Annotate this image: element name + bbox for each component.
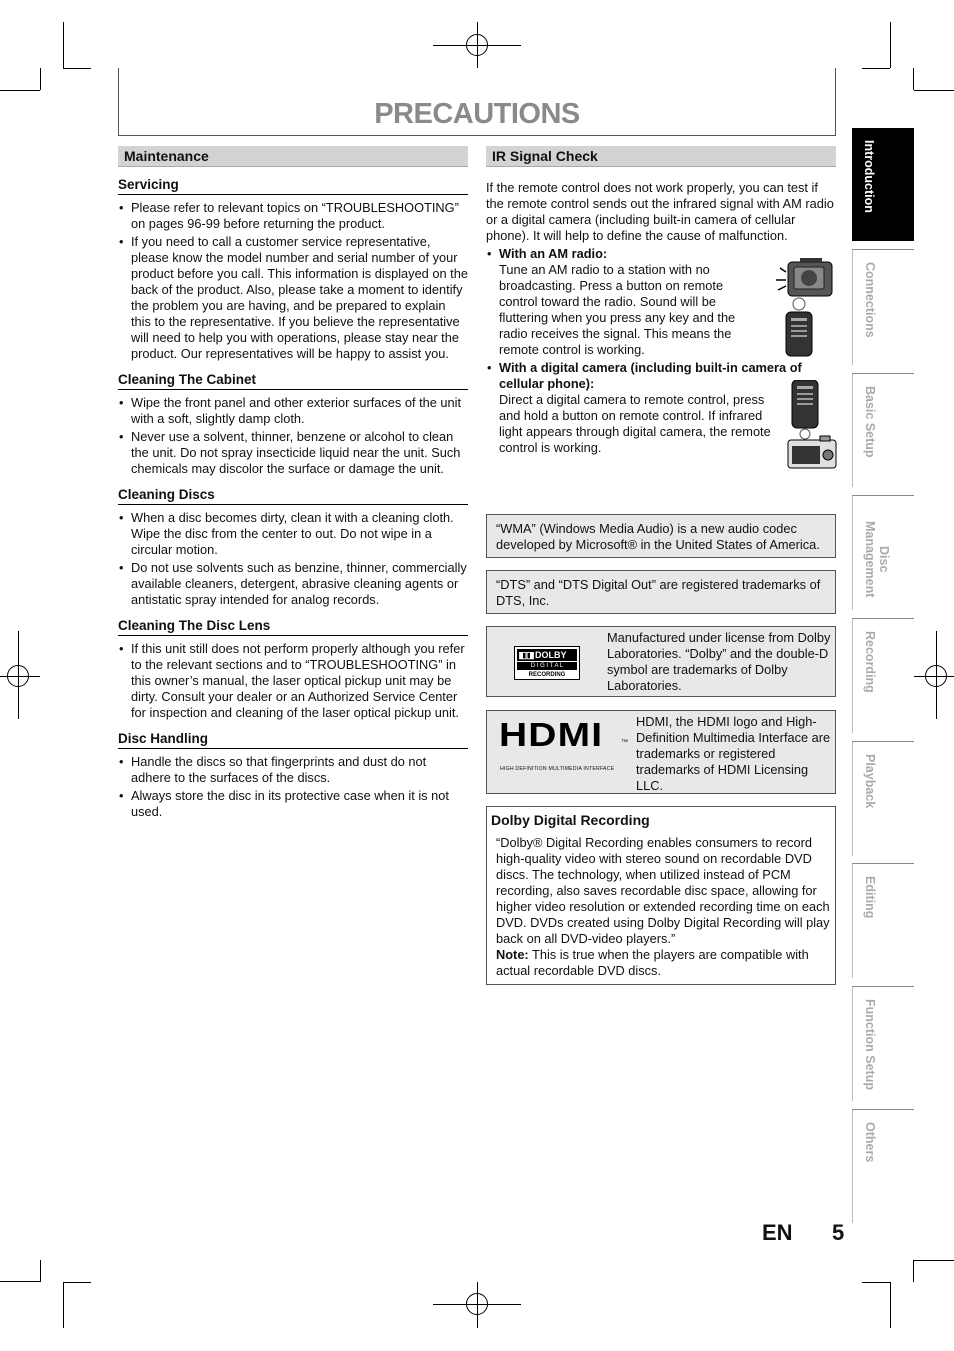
crop-mark [0, 90, 40, 91]
crop-mark [40, 1260, 41, 1282]
hdmi-logo [499, 716, 629, 772]
tab-label: Disc Management [863, 520, 891, 598]
crop-mark [63, 22, 64, 68]
ddr-title: Dolby Digital Recording [491, 812, 650, 828]
subsection-title: Cleaning The Disc Lens [118, 618, 468, 636]
tab-label: Others [863, 1122, 877, 1163]
hdmi-note: HDMI, the HDMI logo and High-Definition Multimedia Interface are trademarks or registered trademarks of HDMI Licensing LLC. [636, 714, 831, 793]
maintenance-heading: Maintenance [118, 146, 468, 167]
tab-label: Recording [863, 631, 877, 693]
crop-mark [913, 68, 914, 90]
crop-mark [890, 22, 891, 68]
maintenance-sections [118, 177, 468, 820]
list-item: • If this unit still does not perform properly although you refer to the relevant sections and to “TROUBLESHOOTING” in this owner’s manual, the laser optical pickup unit may be dirty. Consult your dealer or an Authorized Service Center for inspection and cleaning of the laser optical pickup unit. [118, 641, 468, 721]
wma-trademark-box [486, 514, 836, 558]
ddr-text: “Dolby® Digital Recording enables consumers to record high-quality video with stereo sound on recordable DVD discs. The technology, when utilized instead of PCM recording, also saves recordable disc space, allowing for higher video resolution or extended recording time on each DVD. DVDs created using Dolby Digital Recording will play back on all DVD-video players.” [496, 835, 830, 946]
crop-mark [914, 1260, 954, 1261]
tab-connections[interactable] [852, 249, 914, 365]
list-item: • Do not use solvents such as benzine, thinner, commercially available cleaners, detergent, abrasive cleaning agents or antistatic spray intended for analog records. [118, 560, 468, 608]
dolby-trademark-box [486, 626, 836, 697]
maintenance-subsection [118, 487, 468, 608]
language-marker: EN [762, 1220, 793, 1245]
crop-mark [0, 1281, 40, 1282]
dolby-note: Manufactured under license from Dolby Laboratories. “Dolby” and the double-D symbol are trademarks of Dolby Laboratories. [607, 630, 831, 693]
tab-others[interactable] [852, 1109, 914, 1223]
dolby-digital-logo [514, 646, 580, 680]
list-item: • Handle the discs so that fingerprints and dust do not adhere to the surfaces of the discs. [118, 754, 468, 786]
camera-text: Direct a digital camera to remote control, press and hold a button on remote control. If infrared light appears through digital camera, the remote control is working. [499, 392, 771, 455]
maintenance-column [118, 146, 468, 822]
crop-mark [862, 1282, 890, 1283]
bullet-list [118, 641, 468, 721]
subsection-title: Cleaning The Cabinet [118, 372, 468, 390]
tab-disc-management[interactable] [852, 495, 914, 610]
dts-trademark-box [486, 570, 836, 614]
hdmi-trademark-box [486, 710, 836, 794]
subsection-title: Disc Handling [118, 731, 468, 749]
tab-label: Playback [863, 754, 877, 809]
am-radio-remote-illustration [764, 258, 836, 358]
dolby-logo-line2: D I G I T A L [517, 662, 577, 670]
crop-mark [862, 68, 890, 69]
list-item: • If you need to call a customer service representative, please know the model number and serial number of your product before you call. This information is displayed on the back of the product. Also, please take a moment to identify the problem you are having, and be prepared to explain this to the representative. If you believe the representative will need to help you with operations, please stay near the product. Our representatives will be happy to assist you. [118, 234, 468, 362]
ddr-body [491, 835, 831, 979]
list-item: • When a disc becomes dirty, clean it with a cleaning cloth. Wipe the disc from the center to out. Do not wipe in a circular motion. [118, 510, 468, 558]
dts-note: “DTS” and “DTS Digital Out” are registered trademarks of DTS, Inc. [496, 577, 821, 608]
list-item: • Never use a solvent, thinner, benzene or alcohol to clean the unit. Do not spray insecticide liquid near the unit. Such chemicals may discolor the surface or damage the unit. [118, 429, 468, 477]
tab-label: Function Setup [863, 999, 877, 1090]
list-item: • Please refer to relevant topics on “TROUBLESHOOTING” on pages 96-99 before returning the product. [118, 200, 468, 232]
ir-signal-heading: IR Signal Check [486, 146, 836, 167]
crop-mark [914, 90, 954, 91]
maintenance-subsection [118, 618, 468, 721]
tab-recording[interactable] [852, 618, 914, 733]
ddr-note-text: This is true when the players are compatible with actual recordable DVD discs. [496, 947, 809, 978]
page-number: 5 [832, 1220, 845, 1245]
am-radio-text: Tune an AM radio to a station with no broadcasting. Press a button on remote control toward the radio. Sound will be fluttering when you press any key and the radio receives the signal. This means the remote control is working. [499, 262, 736, 357]
wma-note: “WMA” (Windows Media Audio) is a new audio codec developed by Microsoft® in the United States of America. [496, 521, 820, 552]
tab-label: Basic Setup [863, 386, 877, 458]
crop-mark [63, 68, 91, 69]
dolby-logo-line3: RECORDING [528, 672, 566, 678]
maintenance-subsection [118, 731, 468, 820]
bullet-list [118, 200, 468, 362]
maintenance-subsection [118, 372, 468, 477]
bullet-list [118, 754, 468, 820]
ddr-note-label: Note: [496, 947, 529, 962]
camera-remote-illustration [784, 380, 838, 470]
tab-playback[interactable] [852, 741, 914, 856]
title-frame [118, 68, 836, 136]
double-d-icon: ◧◨ [518, 650, 534, 660]
list-item: • Wipe the front panel and other exterior surfaces of the unit with a soft, slightly damp cloth. [118, 395, 468, 427]
hdmi-logo-wordmark: HDMI [499, 716, 604, 753]
bullet-list [118, 395, 468, 477]
ir-intro: If the remote control does not work properly, you can test if the remote control sends out the infrared signal with AM radio or a digital camera (including built-in camera of cellular phone). It will help to define the cause of malfunction. [486, 180, 834, 243]
page-title: PRECAUTIONS [374, 98, 580, 130]
crop-mark [63, 1282, 64, 1328]
hdmi-logo-tagline: HIGH DEFINITION MULTIMEDIA INTERFACE [500, 766, 615, 772]
bullet-list [118, 510, 468, 608]
tab-basic-setup[interactable] [852, 373, 914, 487]
am-radio-label: With an AM radio: [499, 246, 608, 261]
crop-mark [63, 1282, 91, 1283]
tab-label: Connections [863, 262, 877, 338]
crop-mark [913, 1260, 914, 1282]
list-item: • Always store the disc in its protective case when it is not used. [118, 788, 468, 820]
crop-mark [890, 1282, 891, 1328]
tab-label: Editing [863, 876, 877, 919]
crop-mark [40, 68, 41, 90]
camera-label: With a digital camera (including built-in camera of cellular phone): [499, 360, 802, 391]
subsection-title: Servicing [118, 177, 468, 195]
subsection-title: Cleaning Discs [118, 487, 468, 505]
dolby-logo-brand: DOLBY [535, 650, 567, 660]
tab-label: Introduction [862, 140, 876, 213]
tab-editing[interactable] [852, 863, 914, 978]
maintenance-subsection [118, 177, 468, 362]
hdmi-logo-tm: ™ [621, 739, 628, 746]
tab-function-setup[interactable] [852, 986, 914, 1101]
tab-introduction[interactable] [852, 128, 914, 241]
dolby-digital-recording-box [486, 806, 836, 985]
